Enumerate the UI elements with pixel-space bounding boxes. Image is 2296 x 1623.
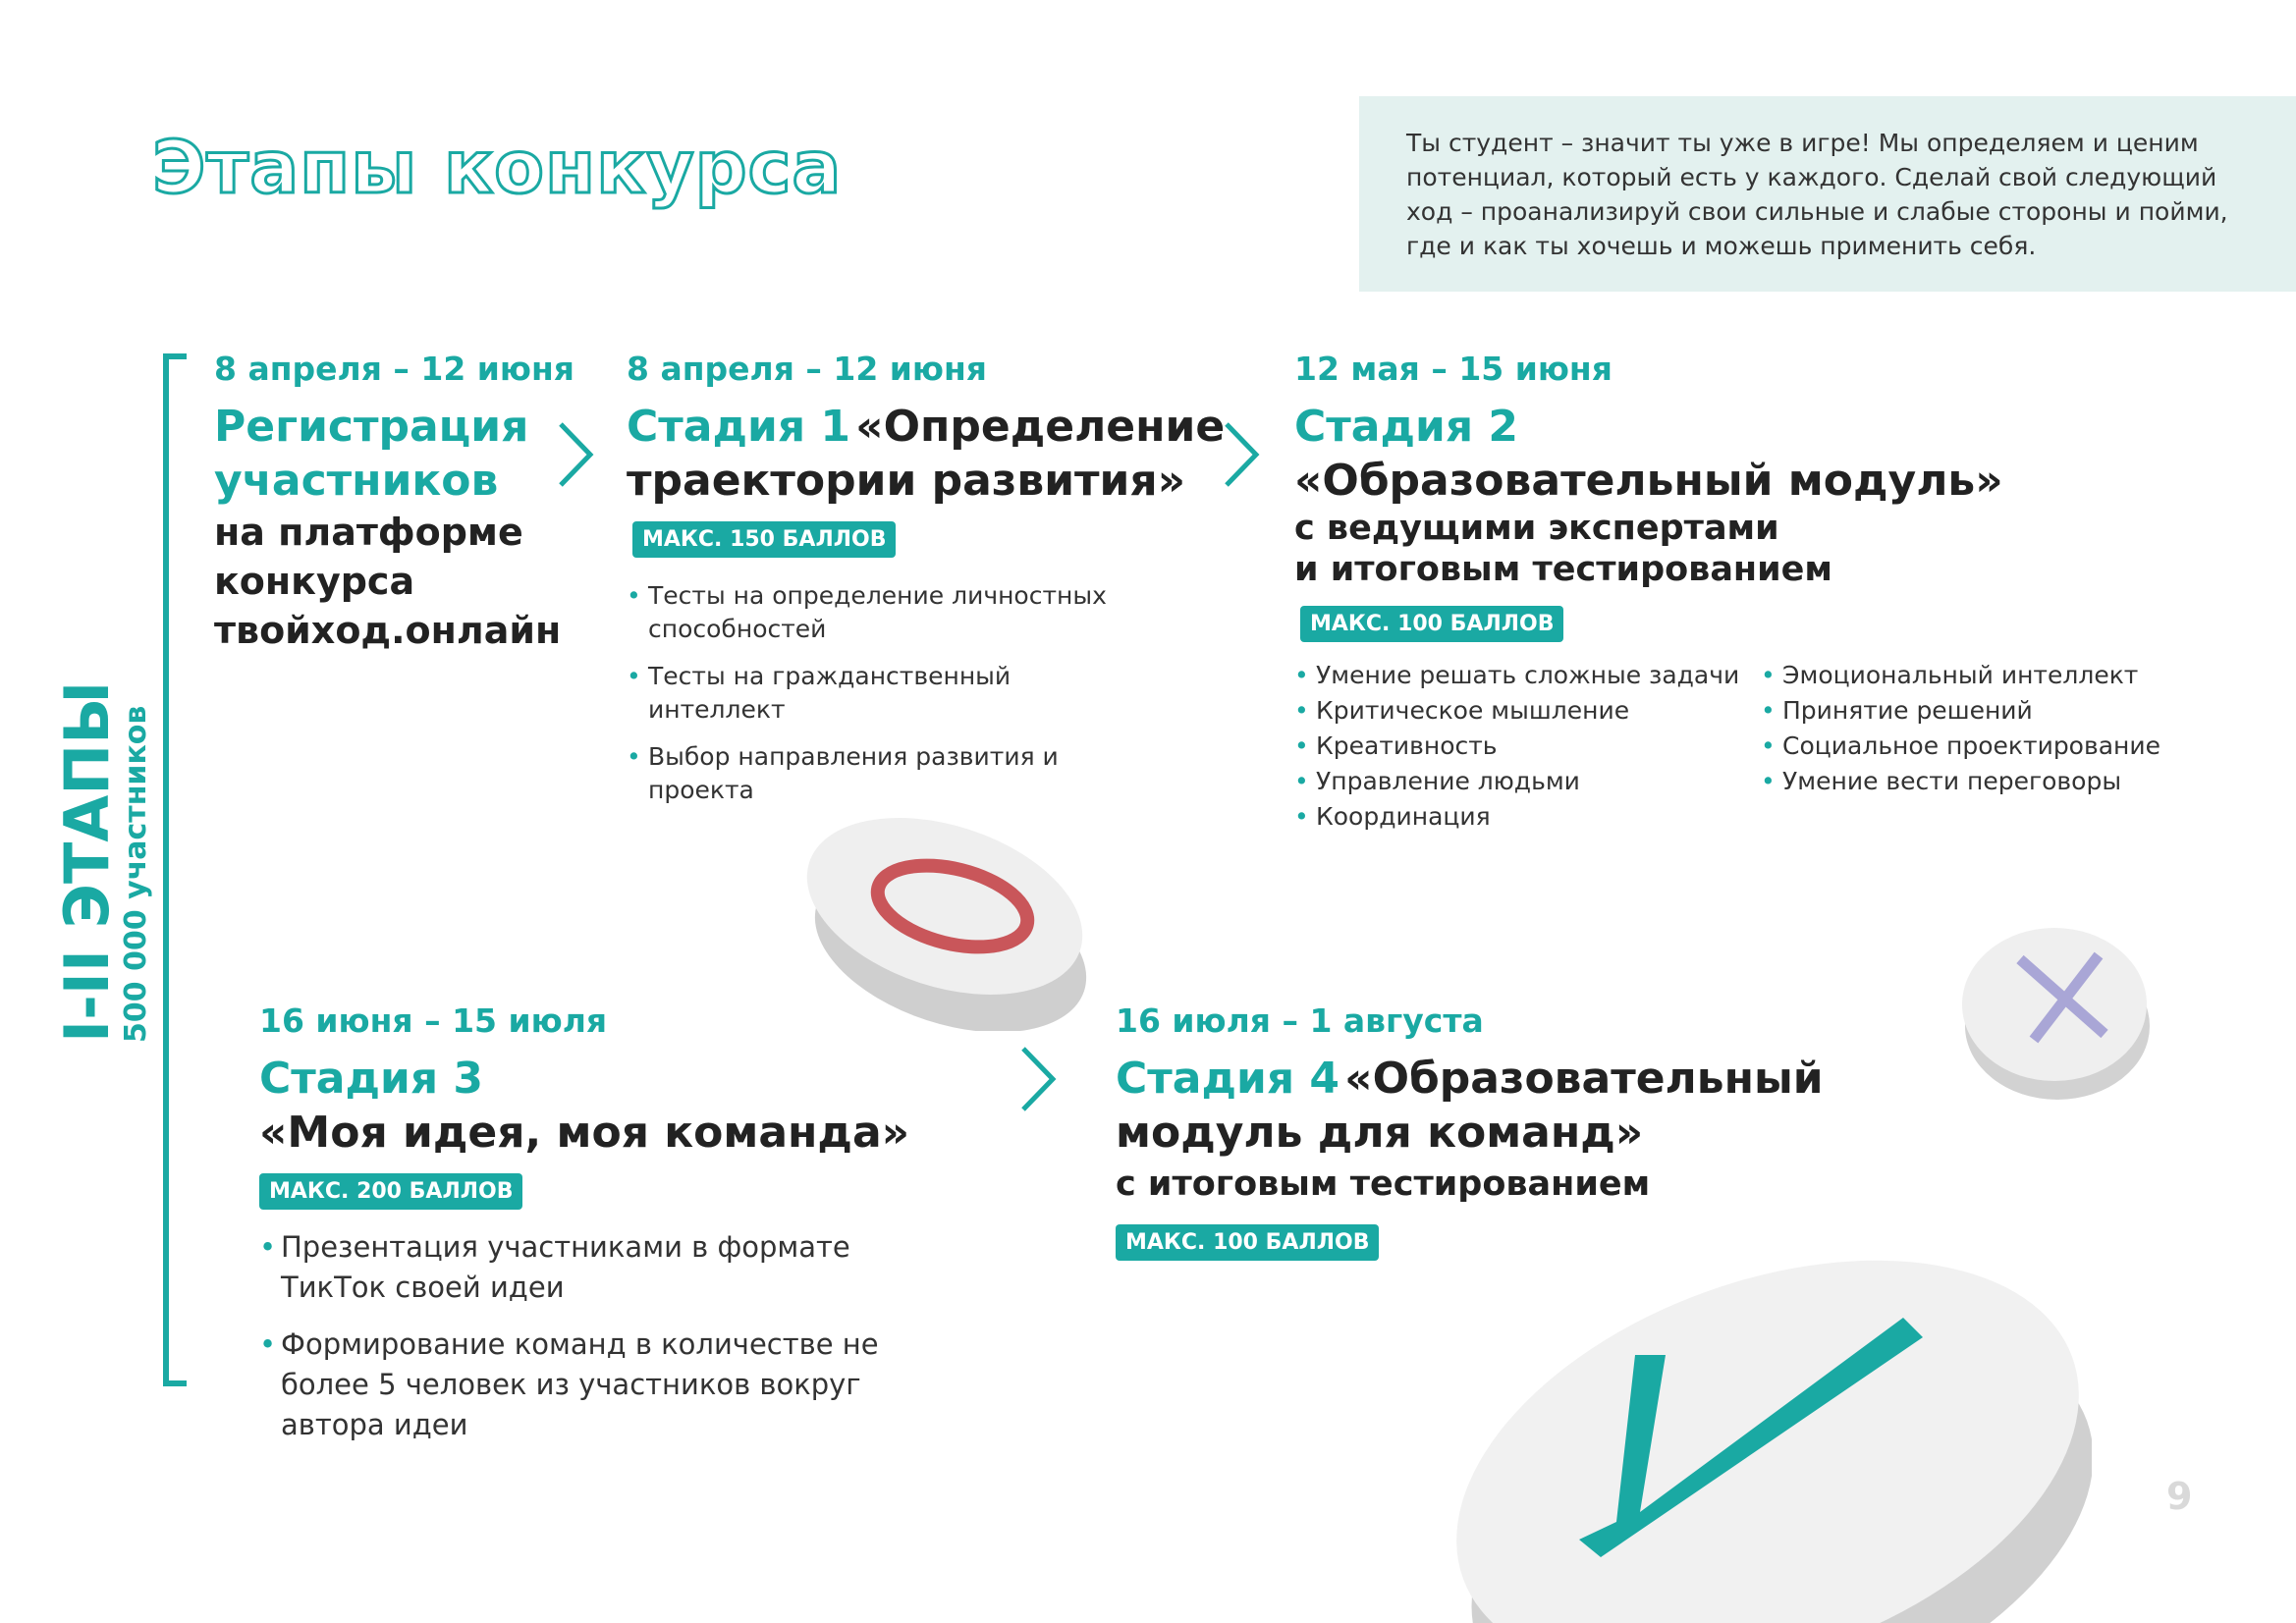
stage4-sub: с итоговым тестированием xyxy=(1116,1164,1651,1204)
registration-rest-1: на платформе xyxy=(214,511,523,554)
intro-box: Ты студент – значит ты уже в игре! Мы определяем и ценим потенциал, который есть у каждого. Сделай свой следующий ход – проанализируй свои сильные и слабые стороны и пойми, где и как ты хочешь и можешь применить себя. xyxy=(1359,96,2296,292)
list-item: • Умение вести переговоры xyxy=(1761,767,2122,795)
stage2-list-right xyxy=(1761,658,2173,835)
stage3-title-dark: «Моя идея, моя команда» xyxy=(259,1108,910,1158)
stage1-badge: МАКС. 150 БАЛЛОВ xyxy=(632,521,896,558)
stage2-date: 12 мая – 15 июня xyxy=(1294,350,1613,388)
chevron-right-icon xyxy=(1017,1045,1059,1113)
stage4-date: 16 июля – 1 августа xyxy=(1116,1001,1484,1040)
stages-side-label xyxy=(51,680,153,1043)
list-item: • Выбор направления развития и проекта xyxy=(627,742,1059,804)
page-number: 9 xyxy=(2166,1475,2193,1518)
stage4-block xyxy=(1116,1001,1862,1261)
stage2-sub-1: с ведущими экспертами xyxy=(1294,509,1779,548)
stage2-title-dark: «Образовательный модуль» xyxy=(1294,456,2003,506)
list-item: • Креативность xyxy=(1294,731,1498,760)
stage1-block xyxy=(627,350,1235,821)
stage2-block xyxy=(1294,350,2178,835)
list-item: • Социальное проектирование xyxy=(1761,731,2161,760)
stage1-title-dark-2: траектории развития» xyxy=(627,456,1186,506)
chevron-right-icon xyxy=(555,420,596,489)
registration-rest-3: твойход.онлайн xyxy=(214,609,562,652)
list-item: • Эмоциональный интеллект xyxy=(1761,661,2139,689)
registration-date: 8 апреля – 12 июня xyxy=(214,350,574,388)
stage4-badge: МАКС. 100 БАЛЛОВ xyxy=(1116,1224,1379,1261)
registration-rest-2: конкурса xyxy=(214,560,415,603)
list-item: • Координация xyxy=(1294,802,1491,831)
list-item: • Формирование команд в количестве не более 5 человек из участников вокруг автора идеи xyxy=(259,1327,879,1441)
stage3-title-teal: Стадия 3 xyxy=(259,1054,484,1104)
stage4-title-dark-1: «Образовательный xyxy=(1344,1054,1824,1104)
registration-block xyxy=(214,350,574,655)
stage3-date: 16 июня – 15 июля xyxy=(259,1001,608,1040)
stage2-sub-2: и итоговым тестированием xyxy=(1294,550,1832,589)
stage3-badge: МАКС. 200 БАЛЛОВ xyxy=(259,1173,522,1210)
side-label-main: I-II ЭТАПЫ xyxy=(51,680,123,1043)
side-label-sub: 500 000 участников xyxy=(119,705,153,1043)
list-item: • Тесты на гражданственный интеллект xyxy=(627,662,1011,724)
stage2-title-teal: Стадия 2 xyxy=(1294,402,1519,452)
stage4-title-dark-2: модуль для команд» xyxy=(1116,1108,1644,1158)
list-item: • Критическое мышление xyxy=(1294,696,1630,725)
stage4-title-teal: Стадия 4 xyxy=(1116,1054,1340,1104)
stages-bracket xyxy=(163,353,187,1386)
triangle-puck-illustration xyxy=(1444,1227,2092,1623)
list-item: • Управление людьми xyxy=(1294,767,1580,795)
circle-puck-illustration xyxy=(795,810,1100,1031)
stage2-badge: МАКС. 100 БАЛЛОВ xyxy=(1300,606,1563,642)
list-item: • Принятие решений xyxy=(1761,696,2033,725)
stage1-list xyxy=(627,579,1137,807)
stage1-date: 8 апреля – 12 июня xyxy=(627,350,987,388)
registration-title-2: участников xyxy=(214,456,499,506)
list-item: • Презентация участниками в формате ТикТок своей идеи xyxy=(259,1230,850,1304)
page-title: Этапы конкурса xyxy=(152,126,843,210)
list-item: • Умение решать сложные задачи xyxy=(1294,661,1740,689)
list-item: • Тесты на определение личностных способностей xyxy=(627,581,1107,643)
registration-title-1: Регистрация xyxy=(214,402,529,452)
stage2-list-left xyxy=(1294,658,1761,835)
chevron-right-icon xyxy=(1221,420,1262,489)
stage3-list xyxy=(259,1227,966,1445)
stage3-block xyxy=(259,1001,1006,1462)
stage1-title-teal: Стадия 1 xyxy=(627,402,851,452)
cross-puck-illustration xyxy=(1959,918,2156,1105)
stage1-title-dark-1: «Определение xyxy=(855,402,1226,452)
